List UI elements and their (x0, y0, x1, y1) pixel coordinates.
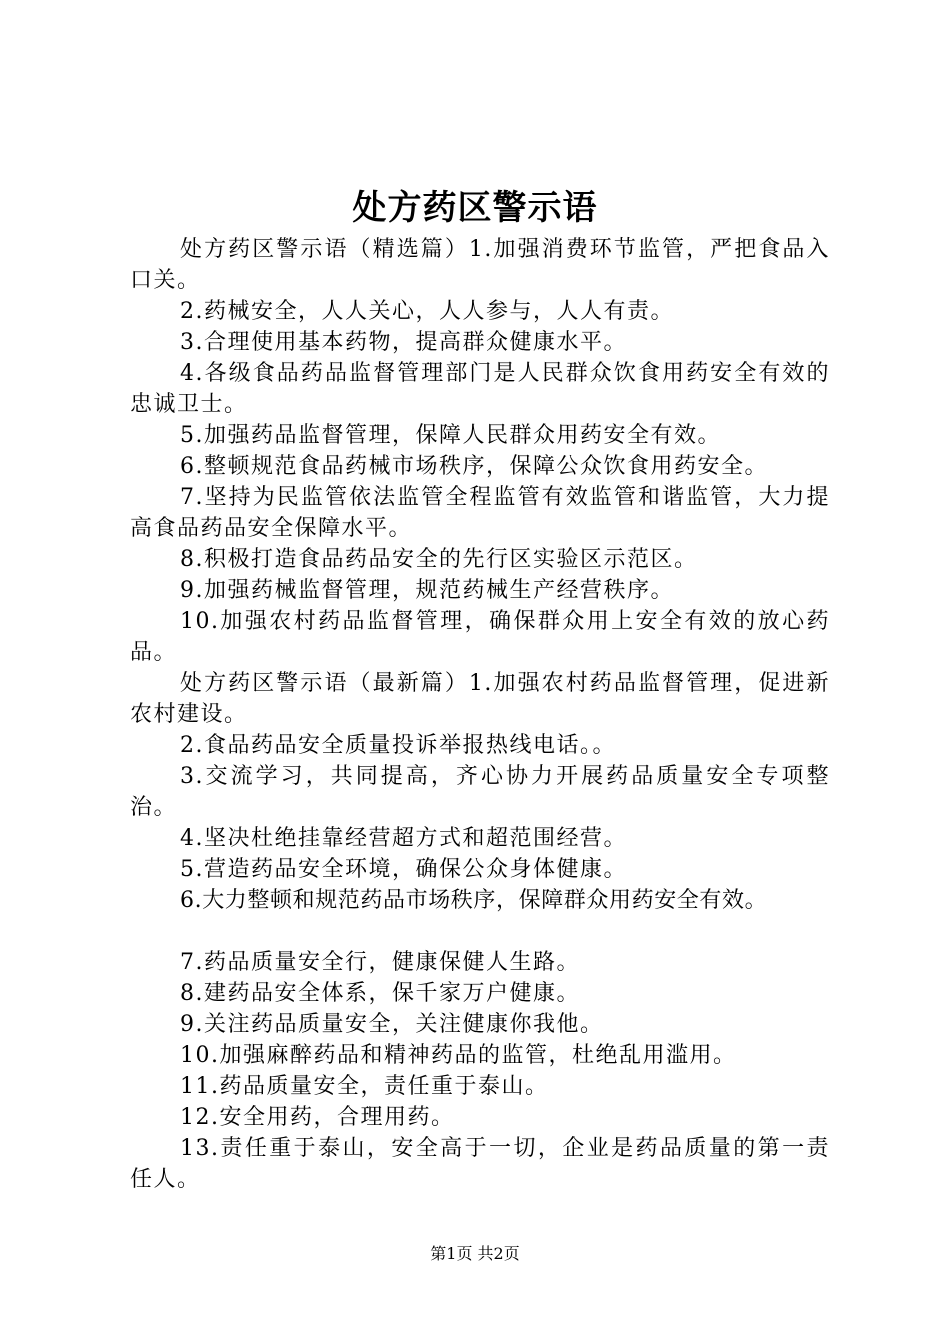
paragraph-item: 8.积极打造食品药品安全的先行区实验区示范区。 (180, 547, 698, 572)
paragraph-item: 6.大力整顿和规范药品市场秩序，保障群众用药安全有效。 (180, 888, 768, 913)
paragraph-item: 11.药品质量安全，责任重于泰山。 (180, 1074, 549, 1099)
paragraph-item: 7.坚持为民监管依法监管全程监管有效监管和谐监管，大力提高食品药品安全保障水平。 (130, 485, 830, 541)
paragraph-item: 8.建药品安全体系，保千家万户健康。 (180, 981, 580, 1006)
paragraph-item: 2.药械安全，人人关心，人人参与，人人有责。 (180, 299, 674, 324)
paragraph-intro-selected: 处方药区警示语（精选篇）1.加强消费环节监管，严把食品入口关。 (130, 237, 830, 293)
paragraph-item: 4.坚决杜绝挂靠经营超方式和超范围经营。 (180, 826, 627, 851)
paragraph-item: 7.药品质量安全行，健康保健人生路。 (180, 950, 580, 975)
paragraph-item: 10.加强农村药品监督管理，确保群众用上安全有效的放心药品。 (130, 609, 830, 665)
paragraph-item: 9.关注药品质量安全，关注健康你我他。 (180, 1012, 604, 1037)
paragraph-item: 3.交流学习，共同提高，齐心协力开展药品质量安全专项整治。 (130, 764, 830, 820)
paragraph-item: 2.食品药品安全质量投诉举报热线电话。。 (180, 733, 616, 758)
paragraph-item: 9.加强药械监督管理，规范药械生产经营秩序。 (180, 578, 674, 603)
paragraph-item: 6.整顿规范食品药械市场秩序，保障公众饮食用药安全。 (180, 454, 768, 479)
paragraph-item: 3.合理使用基本药物，提高群众健康水平。 (180, 330, 627, 355)
paragraph-item: 13.责任重于泰山，安全高于一切，企业是药品质量的第一责任人。 (130, 1136, 830, 1192)
page-footer: 第1页 共2页 (430, 1244, 520, 1263)
paragraph-item: 4.各级食品药品监督管理部门是人民群众饮食用药安全有效的忠诚卫士。 (130, 361, 830, 417)
paragraph-item: 12.安全用药，合理用药。 (180, 1105, 455, 1130)
document-body (130, 234, 830, 1195)
paragraph-item: 5.加强药品监督管理，保障人民群众用药安全有效。 (180, 423, 721, 448)
paragraph-item: 10.加强麻醉药品和精神药品的监管，杜绝乱用滥用。 (180, 1043, 737, 1068)
document-title: 处方药区警示语 (352, 188, 598, 228)
paragraph-item: 5.营造药品安全环境，确保公众身体健康。 (180, 857, 627, 882)
paragraph-intro-latest: 处方药区警示语（最新篇）1.加强农村药品监督管理，促进新农村建设。 (130, 671, 830, 727)
